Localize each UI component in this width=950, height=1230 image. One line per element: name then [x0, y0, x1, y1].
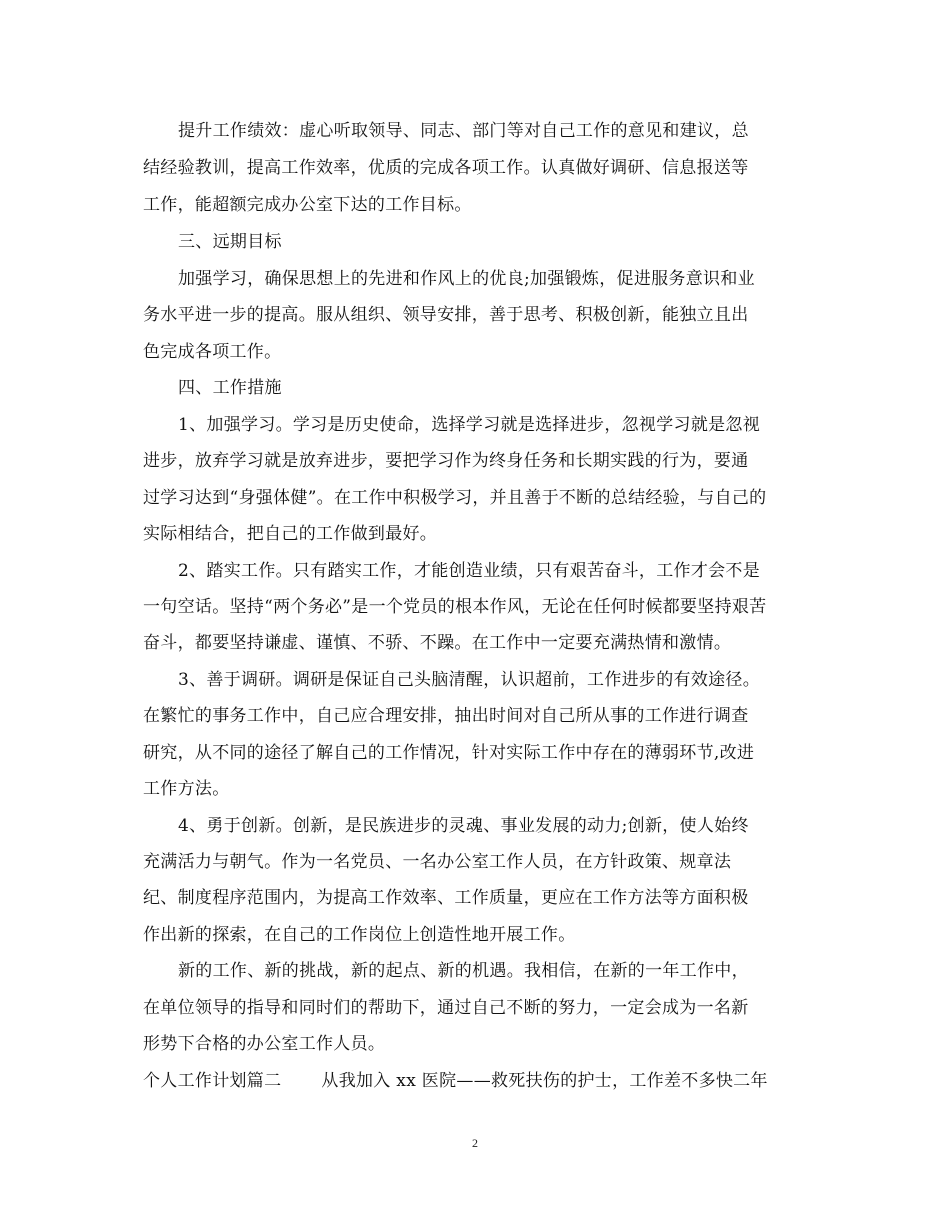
- section-heading: 四、工作措施: [178, 378, 282, 398]
- paragraph-line: 进步，放弃学习就是放弃进步，要把学习作为终身任务和长期实践的行为，要通: [143, 451, 749, 471]
- paragraph-line: 一句空话。坚持“两个务必”是一个党员的根本作风，无论在任何时候都要坚持艰苦: [143, 597, 767, 617]
- paragraph-line: 在繁忙的事务工作中，自己应合理安排，抽出时间对自己所从事的工作进行调查: [143, 706, 749, 726]
- paragraph-line: 工作，能超额完成办公室下达的工作目标。: [143, 195, 472, 215]
- section-heading: 三、远期目标: [178, 232, 282, 252]
- paragraph-line: 1、加强学习。学习是历史使命，选择学习就是选择进步，忽视学习就是忽视: [178, 415, 761, 435]
- next-section-intro: 从我加入 xx 医院——救死扶伤的护士，工作差不多快二年: [321, 1071, 768, 1091]
- paragraph-line: 过学习达到“身强体健”。在工作中积极学习，并且善于不断的总结经验，与自己的: [143, 488, 767, 508]
- paragraph-line: 2、踏实工作。只有踏实工作，才能创造业绩，只有艰苦奋斗，工作才会不是: [178, 561, 761, 581]
- paragraph-line: 充满活力与朝气。作为一名党员、一名办公室工作人员，在方针政策、规章法: [143, 852, 732, 872]
- paragraph-line: 结经验教训，提高工作效率，优质的完成各项工作。认真做好调研、信息报送等: [143, 158, 749, 178]
- paragraph-line: 纪、制度程序范围内，为提高工作效率、工作质量，更应在工作方法等方面积极: [143, 888, 749, 908]
- paragraph-line: 作出新的探索，在自己的工作岗位上创造性地开展工作。: [143, 925, 576, 945]
- paragraph-line: 新的工作、新的挑战，新的起点、新的机遇。我相信，在新的一年工作中，: [178, 961, 749, 981]
- page-number: 2: [472, 1136, 478, 1150]
- next-section-title: 个人工作计划篇二: [143, 1071, 282, 1091]
- paragraph-line: 加强学习，确保思想上的先进和作风上的优良;加强锻炼，促进服务意识和业: [178, 269, 755, 289]
- paragraph-line: 3、善于调研。调研是保证自己头脑清醒，认识超前，工作进步的有效途径。: [178, 670, 761, 690]
- paragraph-line: 在单位领导的指导和同时们的帮助下，通过自己不断的努力，一定会成为一名新: [143, 998, 749, 1018]
- next-section-line: [143, 1070, 768, 1092]
- paragraph-line: 提升工作绩效：虚心听取领导、同志、部门等对自己工作的意见和建议，总: [178, 121, 749, 141]
- paragraph-line: 工作方法。: [143, 779, 230, 799]
- paragraph-line: 务水平进一步的提高。服从组织、领导安排，善于思考、积极创新，能独立且出: [143, 305, 749, 325]
- paragraph-line: 4、勇于创新。创新，是民族进步的灵魂、事业发展的动力;创新，使人始终: [178, 816, 749, 836]
- paragraph-line: 形势下合格的办公室工作人员。: [143, 1034, 386, 1054]
- paragraph-line: 实际相结合，把自己的工作做到最好。: [143, 524, 438, 544]
- paragraph-line: 研究，从不同的途径了解自己的工作情况，针对实际工作中存在的薄弱环节,改进: [143, 743, 755, 763]
- paragraph-line: 色完成各项工作。: [143, 342, 282, 362]
- paragraph-line: 奋斗，都要坚持谦虚、谨慎、不骄、不躁。在工作中一定要充满热情和激情。: [143, 633, 732, 653]
